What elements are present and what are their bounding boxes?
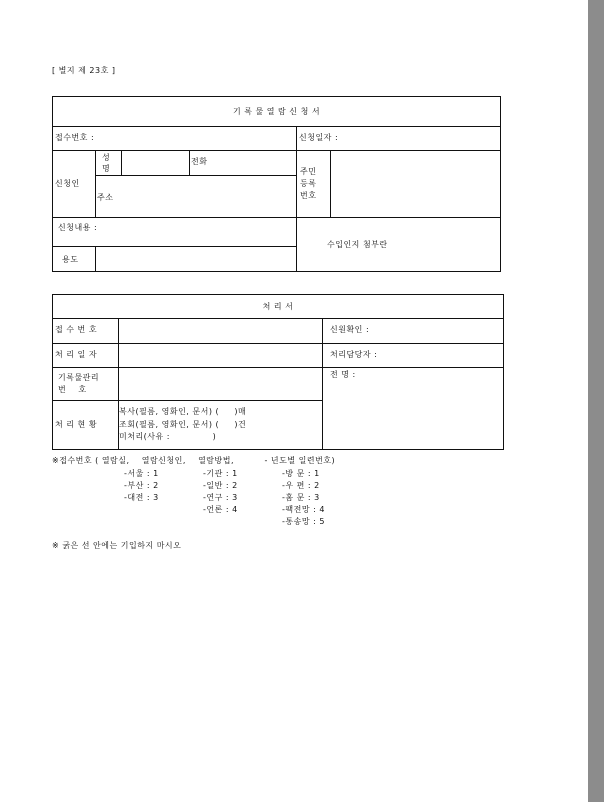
officer-label: 처리담당자 : <box>330 350 378 359</box>
receipt-no-label: 접수번호 : <box>55 133 95 142</box>
resident-label-3: 번호 <box>300 191 317 200</box>
footer-note: ※ 굵은 선 안에는 기입하지 마시오 <box>52 541 182 550</box>
resident-label-2: 등록 <box>300 179 317 188</box>
page-edge-scrollbar <box>588 0 604 802</box>
process-title: 처 리 서 <box>262 302 294 311</box>
phone-label: 전화 <box>191 157 208 166</box>
fee-label: 수입인지 첨부란 <box>327 240 388 249</box>
signature-label: 전 명 : <box>330 370 356 379</box>
method-code-4: -팩전망 : 4 <box>282 505 325 514</box>
request-form-title: 기 록 물 열 람 신 청 서 <box>232 107 321 116</box>
region-code-daejeon: -대전 : 3 <box>124 493 159 502</box>
requester-code-press: -언론 : 4 <box>203 505 238 514</box>
name-label-1: 성 <box>102 153 111 162</box>
region-code-seoul: -서울 : 1 <box>124 469 159 478</box>
method-label: 처 리 현 황 <box>55 420 98 429</box>
method-line-2: 조회(필름, 영화인, 문서) ( )건 <box>119 420 247 429</box>
requester-code-general: -일반 : 2 <box>203 481 238 490</box>
method-code-3: -홈 문 : 3 <box>282 493 320 502</box>
name-label-2: 명 <box>102 164 111 173</box>
address-label: 주소 <box>97 193 114 202</box>
region-code-busan: -부산 : 2 <box>124 481 159 490</box>
identity-label: 신원확인 : <box>330 325 370 334</box>
record-title-label-1: 기록물관리 <box>58 373 100 382</box>
applicant-label: 신청인 <box>55 179 80 188</box>
code-header: ※접수번호 ( 열람실, 열람신청인, 열람방법, - 년도별 일련번호) <box>52 456 336 465</box>
process-receipt-no-label: 접 수 번 호 <box>55 325 98 334</box>
requester-code-research: -연구 : 3 <box>203 493 238 502</box>
resident-label-1: 주민 <box>300 167 317 176</box>
process-date-label: 처 리 일 자 <box>55 350 98 359</box>
form-number: [ 별지 제 23호 ] <box>52 66 116 75</box>
method-code-visit: -방 문 : 1 <box>282 469 320 478</box>
requester-code-agency: -기관 : 1 <box>203 469 238 478</box>
apply-date-label: 신청일자 : <box>299 133 339 142</box>
method-code-5: -통송망 : 5 <box>282 517 325 526</box>
method-line-3: 미처리(사유 : ) <box>119 432 217 441</box>
method-line-1: 복사(필름, 영화인, 문서) ( )매 <box>119 407 247 416</box>
purpose-label: 용도 <box>62 255 79 264</box>
method-code-mail: -우 편 : 2 <box>282 481 320 490</box>
record-title-label-2: 번 호 <box>58 385 87 394</box>
content-label: 신청내용 : <box>58 223 98 232</box>
